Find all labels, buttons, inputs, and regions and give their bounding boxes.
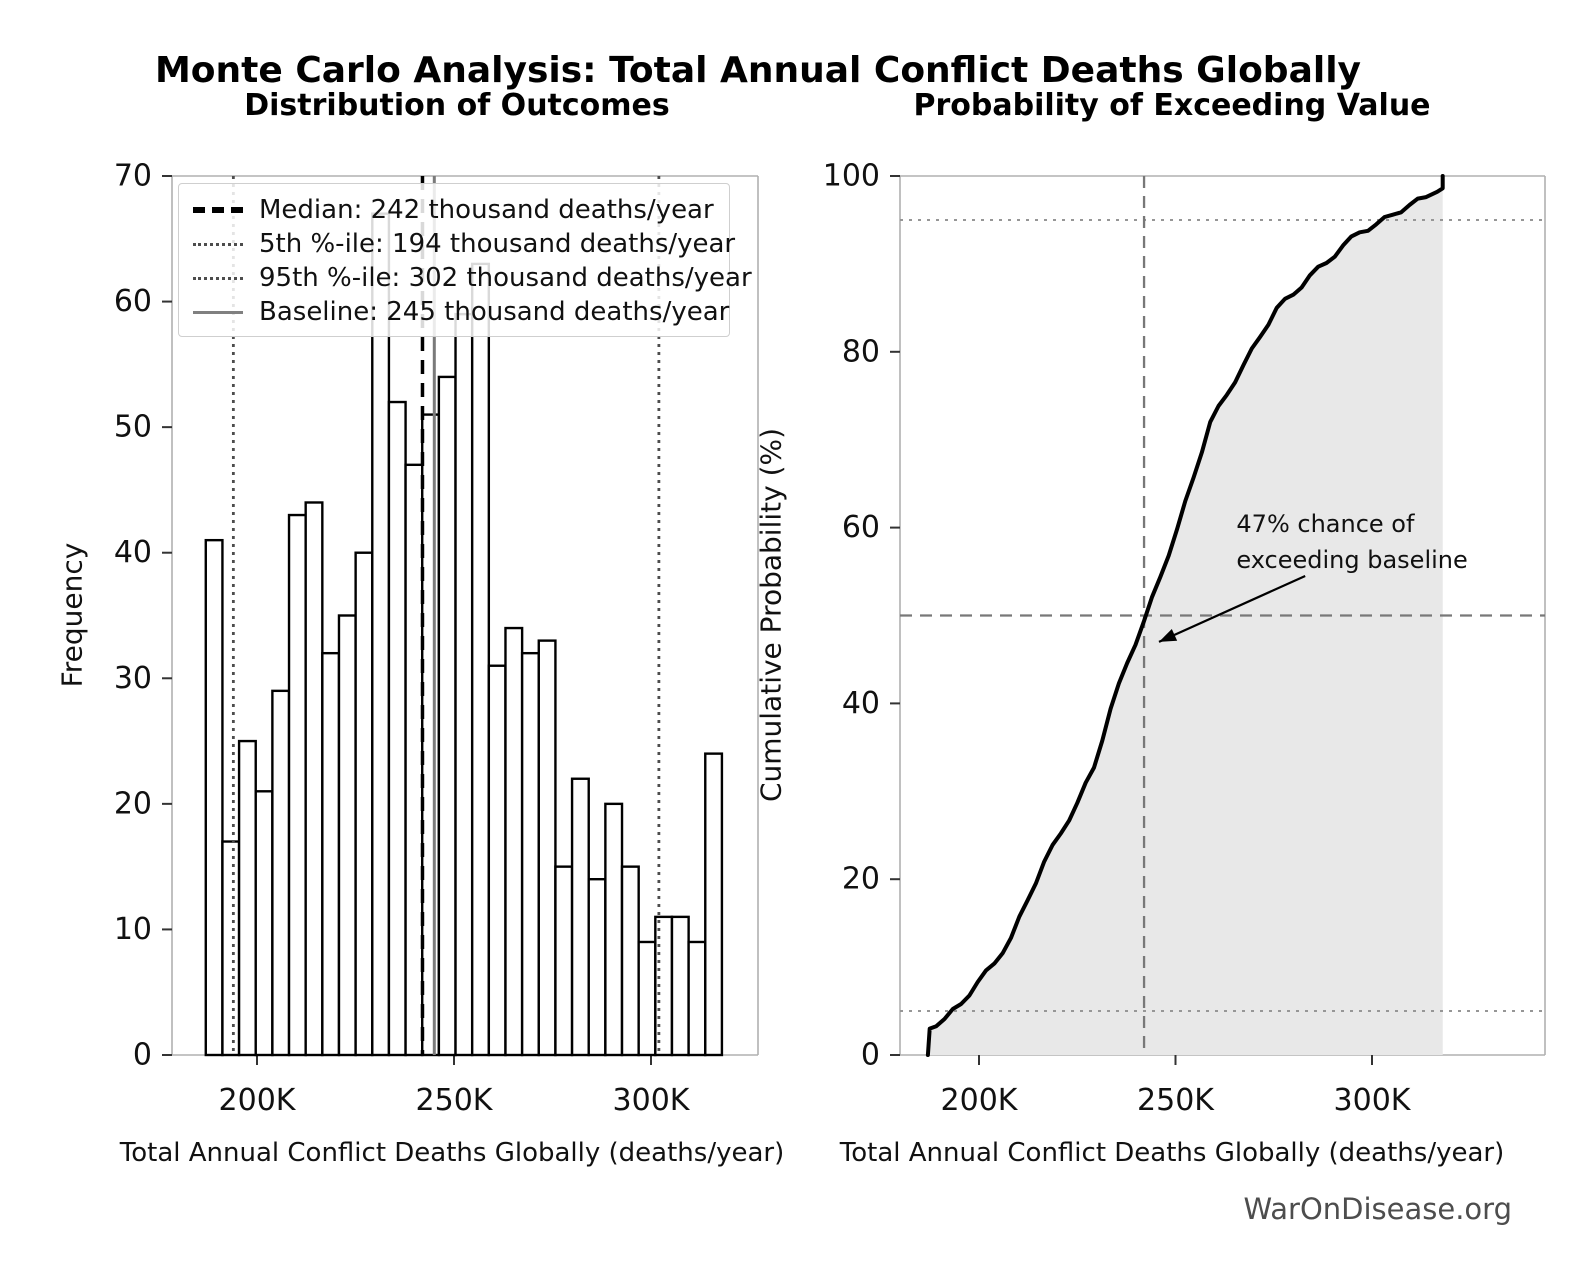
legend-label: Baseline: 245 thousand deaths/year	[259, 297, 730, 327]
watermark: WarOnDisease.org	[1243, 1192, 1512, 1226]
legend-item-p95	[193, 261, 752, 295]
svg-text:250K: 250K	[415, 1083, 493, 1118]
svg-text:100: 100	[822, 158, 880, 194]
svg-text:0: 0	[132, 1037, 152, 1073]
svg-text:300K: 300K	[1333, 1083, 1411, 1118]
histogram-y-axis-label: Frequency	[55, 542, 89, 688]
percentile-dotted-line-sample	[193, 277, 243, 280]
svg-text:50: 50	[113, 409, 152, 445]
legend-label: 95th %-ile: 302 thousand deaths/year	[259, 263, 752, 293]
svg-text:60: 60	[113, 284, 152, 320]
annotation-line-2: exceeding baseline	[1236, 545, 1468, 574]
svg-text:300K: 300K	[612, 1083, 690, 1118]
svg-text:200K: 200K	[218, 1083, 296, 1118]
cdf-annotation	[1236, 506, 1467, 578]
svg-text:200K: 200K	[940, 1083, 1018, 1118]
cdf-x-axis-label: Total Annual Conflict Deaths Globally (deaths/year)	[839, 1138, 1505, 1168]
svg-text:20: 20	[113, 786, 152, 822]
legend-label: 5th %-ile: 194 thousand deaths/year	[259, 229, 736, 259]
legend-label: Median: 242 thousand deaths/year	[259, 195, 714, 225]
cdf-y-axis-label: Cumulative Probability (%)	[754, 427, 788, 803]
svg-text:70: 70	[113, 158, 152, 194]
svg-text:250K: 250K	[1137, 1083, 1214, 1118]
histogram-x-axis-label: Total Annual Conflict Deaths Globally (deaths/year)	[119, 1138, 785, 1168]
percentile-dotted-line-sample	[193, 243, 243, 246]
baseline-solid-line-sample	[193, 311, 243, 314]
legend-item-p5	[193, 227, 736, 261]
svg-text:80: 80	[841, 334, 880, 370]
legend-item-median	[193, 193, 715, 227]
svg-text:10: 10	[113, 911, 152, 947]
svg-text:40: 40	[113, 535, 152, 571]
histogram-title: Distribution of Outcomes	[244, 88, 670, 123]
median-dashed-line-sample	[193, 207, 243, 213]
annotation-line-1: 47% chance of	[1236, 509, 1415, 538]
svg-text:30: 30	[113, 660, 152, 696]
cdf-title: Probability of Exceeding Value	[913, 88, 1431, 123]
svg-text:60: 60	[841, 510, 880, 546]
svg-text:0: 0	[860, 1037, 880, 1073]
svg-text:20: 20	[841, 861, 880, 897]
svg-text:40: 40	[841, 685, 880, 721]
legend-item-baseline	[193, 295, 730, 329]
figure-title: Monte Carlo Analysis: Total Annual Conflict Deaths Globally	[154, 50, 1362, 91]
legend	[178, 183, 752, 337]
